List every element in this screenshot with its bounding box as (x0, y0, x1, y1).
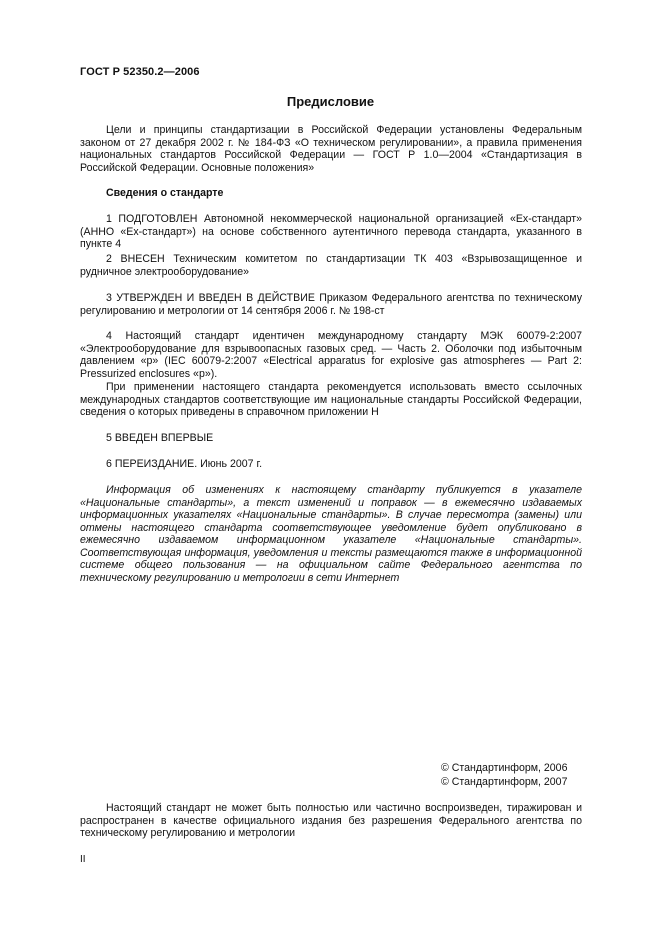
item-1: 1 ПОДГОТОВЛЕН Автономной некоммерческой национальной организацией «Ex-стандарт» (АННО «Ex-стандарт») на основе собственного аутентичного перевода стандарта, указанного в пункте 4 (80, 213, 582, 250)
copyright-2006: © Стандартинформ, 2006 (441, 762, 568, 774)
intro-paragraph: Цели и принципы стандартизации в Российской Федерации установлены Федеральным законом от 27 декабря 2002 г. № 184-ФЗ «О техническом регулировании», а правила применения национальных стандартов Российской Федерации — ГОСТ Р 1.0—2004 «Стандартизация в Российской Федерации. Основные положения» (80, 124, 582, 174)
item-5: 5 ВВЕДЕН ВПЕРВЫЕ (106, 432, 214, 444)
item-2: 2 ВНЕСЕН Техническим комитетом по стандартизации ТК 403 «Взрывозащищенное и рудничное электрооборудование» (80, 253, 582, 278)
item-3: 3 УТВЕРЖДЕН И ВВЕДЕН В ДЕЙСТВИЕ Приказом Федерального агентства по техническому регулированию и метрологии от 14 сентября 2006 г. № 198-ст (80, 292, 582, 317)
item-4-note: При применении настоящего стандарта рекомендуется использовать вместо ссылочных международных стандартов соответствующие им национальные стандарты Российской Федерации, сведения о которых приведены в справочном приложении Н (80, 381, 582, 418)
footer-notice: Настоящий стандарт не может быть полностью или частично воспроизведен, тиражирован и распространен в качестве официального издания без разрешения Федерального агентства по техническому регулированию и метрологии (80, 802, 582, 839)
item-4: 4 Настоящий стандарт идентичен международному стандарту МЭК 60079-2:2007 «Электрооборудование для взрывоопасных газовых сред. — Часть 2. Оболочки под избыточным давлением «р» (IEC 60079-2:2007 «Electrical apparatus for explosive gas atmospheres — Part 2: Pressurized enclosures «р»). (80, 330, 582, 380)
copyright-2007: © Стандартинформ, 2007 (441, 776, 568, 788)
item-6: 6 ПЕРЕИЗДАНИЕ. Июнь 2007 г. (106, 458, 263, 470)
standard-code: ГОСТ Р 52350.2—2006 (80, 66, 200, 78)
info-heading: Сведения о стандарте (106, 187, 224, 199)
page-title: Предисловие (286, 94, 375, 109)
notice-paragraph: Информация об изменениях к настоящему стандарту публикуется в указателе «Национальные стандарты», а текст изменений и поправок — в ежемесячно издаваемых информационных указателях «Национальные стандарты». В случае пересмотра (замены) или отмены настоящего стандарта соответствующее уведомление будет опубликовано в ежемесячно издаваемом информационном указателе «Национальные стандарты». Соответствующая информация, уведомления и тексты размещаются также в информационной системе общего пользования — на официальном сайте Федерального агентства по техническому регулированию и метрологии в сети Интернет (80, 484, 582, 584)
page-number: II (80, 854, 86, 865)
